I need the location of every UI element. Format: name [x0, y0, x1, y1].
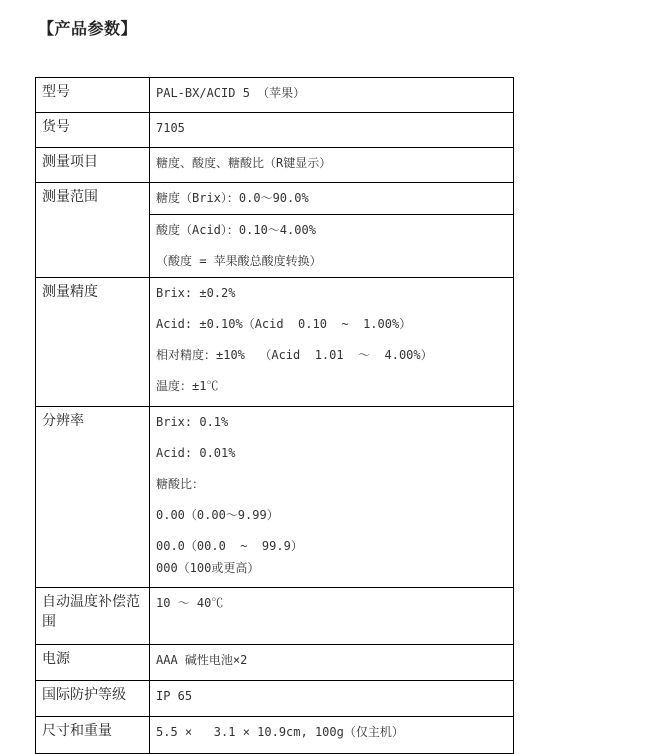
- row-label-measure-range: 测量范围: [36, 183, 150, 278]
- table-row: [36, 645, 514, 681]
- row-value-model: PAL-BX/ACID 5 （苹果）: [156, 86, 306, 100]
- table-row: [36, 588, 514, 645]
- table-row: [36, 278, 514, 407]
- resolution-line-ratio-2: 00.0（00.0 ~ 99.9）: [156, 539, 303, 553]
- row-label-model: 型号: [36, 78, 150, 113]
- accuracy-line-acid: Acid: ±0.10%（Acid 0.10 ~ 1.00%）: [156, 317, 412, 331]
- table-row: [36, 148, 514, 183]
- table-row: [36, 113, 514, 148]
- section-title: 【产品参数】: [38, 19, 138, 38]
- row-label-ip-rating: 国际防护等级: [36, 681, 150, 717]
- product-params-table: [35, 77, 514, 754]
- table-row: [36, 183, 514, 215]
- resolution-line-brix: Brix: 0.1%: [156, 415, 229, 429]
- row-label-temp-comp: 自动温度补偿范围: [36, 588, 150, 645]
- table-row: [36, 407, 514, 588]
- resolution-line-acid: Acid: 0.01%: [156, 446, 236, 460]
- accuracy-line-relative: 相对精度：±10% （Acid 1.01 ～ 4.00%）: [156, 348, 433, 362]
- resolution-line-ratio-label: 糖酸比：: [156, 477, 205, 491]
- row-value-size-weight: 5.5 × 3.1 × 10.9cm, 100g（仅主机）: [156, 725, 404, 739]
- row-value-item-no: 7105: [156, 121, 185, 135]
- resolution-line-ratio-1: 0.00（0.00～9.99）: [156, 508, 279, 522]
- table-row: [36, 78, 514, 113]
- row-value-range-brix: 糖度（Brix）：0.0～90.0%: [156, 191, 309, 205]
- accuracy-line-temperature: 温度：±1℃: [156, 379, 219, 393]
- row-value-range-acid-note: （酸度 = 苹果酸总酸度转换）: [156, 254, 322, 268]
- table-row: [36, 681, 514, 717]
- row-value-measure-items: 糖度、酸度、糖酸比（R键显示）: [156, 156, 332, 170]
- row-label-size-weight: 尺寸和重量: [36, 717, 150, 754]
- row-value-temp-comp: 10 ～ 40℃: [156, 596, 224, 610]
- row-label-accuracy: 测量精度: [36, 278, 150, 407]
- resolution-line-ratio-3: 000（100或更高）: [156, 561, 260, 575]
- row-value-ip-rating: IP 65: [156, 689, 193, 703]
- accuracy-line-brix: Brix: ±0.2%: [156, 286, 236, 300]
- table-row: [36, 717, 514, 754]
- row-label-resolution: 分辨率: [36, 407, 150, 588]
- row-label-item-no: 货号: [36, 113, 150, 148]
- row-label-power: 电源: [36, 645, 150, 681]
- row-label-measure-items: 测量项目: [36, 148, 150, 183]
- row-value-power: AAA 碱性电池×2: [156, 653, 248, 667]
- row-value-range-acid: 酸度（Acid）：0.10～4.00%: [156, 223, 316, 237]
